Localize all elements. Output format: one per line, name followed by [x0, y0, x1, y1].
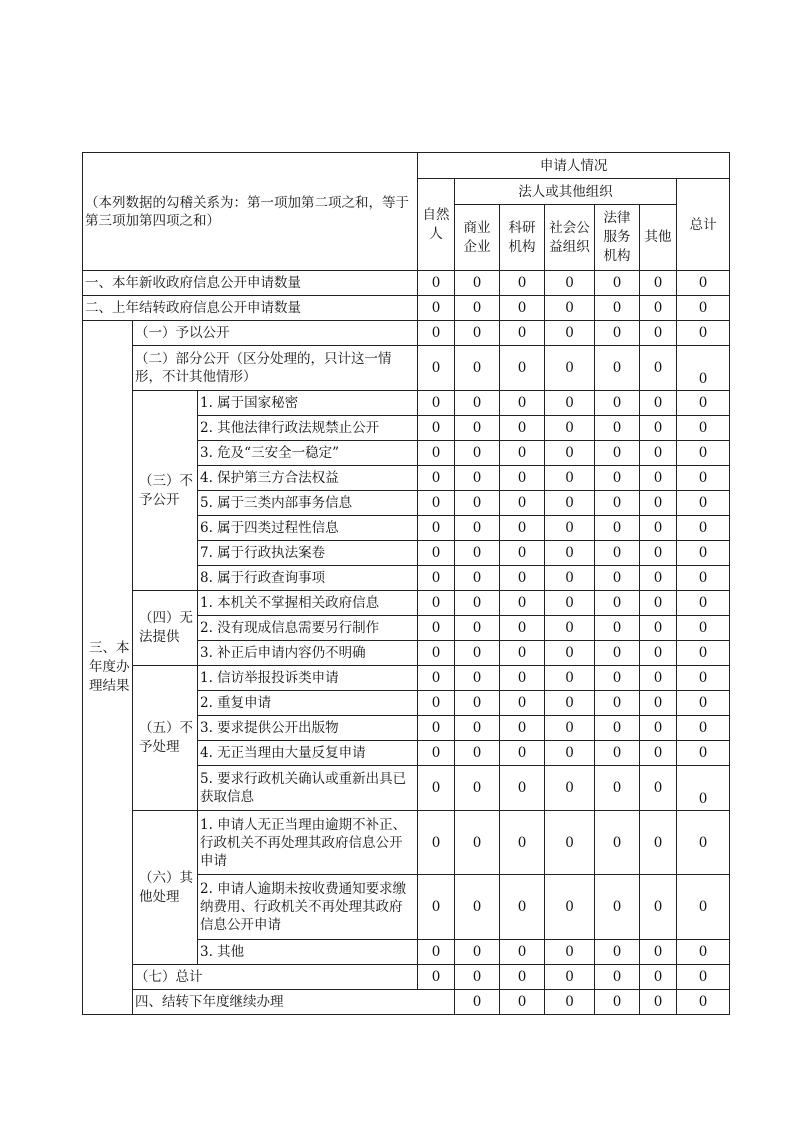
cell-value: 0	[545, 516, 595, 541]
cell-value: 0	[418, 466, 455, 491]
cell-value: 0	[677, 391, 730, 416]
cell-value: 0	[418, 491, 455, 516]
cell-value: 0	[500, 346, 545, 391]
cell-value: 0	[595, 566, 640, 591]
cell-value: 0	[455, 716, 500, 741]
cell-value: 0	[418, 616, 455, 641]
header-note: （本列数据的勾稽关系为：第一项加第二项之和，等于第三项加第四项之和）	[85, 194, 409, 229]
cell-value: 0	[677, 466, 730, 491]
cell-value: 0	[455, 741, 500, 766]
cell-value: 0	[500, 616, 545, 641]
cell-value: 0	[500, 271, 545, 296]
cell-value: 0	[677, 616, 730, 641]
cell-value: 0	[455, 940, 500, 965]
cell-value: 0	[595, 965, 640, 990]
cell-value: 0	[418, 391, 455, 416]
cell-value: 0	[595, 875, 640, 940]
cell-value: 0	[545, 441, 595, 466]
cell-value: 0	[455, 441, 500, 466]
cell-value: 0	[640, 875, 677, 940]
cell-value: 0	[640, 811, 677, 875]
cell-value: 0	[677, 416, 730, 441]
cell-value: 0	[500, 641, 545, 666]
cell-value: 0	[545, 566, 595, 591]
social-welfare-header: 社会公益组织	[545, 205, 595, 271]
cell-value: 0	[595, 391, 640, 416]
cell-value: 0	[677, 591, 730, 616]
table-row	[83, 811, 730, 875]
cell-value: 0	[500, 391, 545, 416]
cell-value: 0	[640, 416, 677, 441]
table-row	[83, 271, 730, 296]
cell-value: 0	[418, 691, 455, 716]
cell-value: 0	[500, 990, 545, 1015]
cell-value: 0	[500, 416, 545, 441]
row-label: 5. 属于三类内部事务信息	[198, 491, 418, 516]
row-label: 6. 属于四类过程性信息	[198, 516, 418, 541]
cell-value: 0	[455, 591, 500, 616]
cell-value: 0	[677, 321, 730, 346]
other-header: 其他	[640, 205, 677, 271]
cell-value: 0	[595, 811, 640, 875]
cell-value: 0	[595, 641, 640, 666]
cell-value: 0	[455, 346, 500, 391]
row-label: 4. 保护第三方合法权益	[198, 466, 418, 491]
cell-value: 0	[640, 566, 677, 591]
applicant-situation-header: 申请人情况	[418, 153, 730, 179]
cell-value: 0	[500, 491, 545, 516]
cell-value: 0	[500, 741, 545, 766]
cell-value: 0	[545, 541, 595, 566]
cell-value: 0	[545, 321, 595, 346]
cell-value: 0	[418, 811, 455, 875]
cell-value: 0	[677, 940, 730, 965]
cell-value: 0	[640, 940, 677, 965]
cell-value: 0	[455, 875, 500, 940]
cell-value: 0	[595, 516, 640, 541]
cell-value: 0	[640, 466, 677, 491]
cell-value: 0	[595, 321, 640, 346]
cell-value: 0	[545, 296, 595, 321]
cell-value: 0	[455, 666, 500, 691]
cell-value: 0	[455, 766, 500, 811]
cell-value: 0	[640, 741, 677, 766]
government-info-disclosure-table	[82, 152, 730, 1015]
cell-value: 0	[640, 296, 677, 321]
cell-value: 0	[545, 965, 595, 990]
cell-value: 0	[595, 271, 640, 296]
cell-value: 0	[455, 296, 500, 321]
cell-value: 0	[595, 416, 640, 441]
row-label: 2. 没有现成信息需要另行制作	[198, 616, 418, 641]
cell-value: 0	[640, 591, 677, 616]
cell-value: 0	[595, 666, 640, 691]
table-row	[83, 391, 730, 416]
cell-value: 0	[545, 741, 595, 766]
cell-value: 0	[677, 716, 730, 741]
cell-value: 0	[545, 641, 595, 666]
cell-value: 0	[677, 990, 730, 1015]
cell-value: 0	[595, 541, 640, 566]
row-label: 二、上年结转政府信息公开申请数量	[83, 296, 418, 321]
cell-value: 0	[455, 321, 500, 346]
cell-value: 0	[455, 466, 500, 491]
cell-value: 0	[677, 811, 730, 875]
cell-value: 0	[455, 965, 500, 990]
cell-value: 0	[500, 716, 545, 741]
legal-services-header: 法律服务机构	[595, 205, 640, 271]
cell-value: 0	[640, 641, 677, 666]
cell-value: 0	[418, 741, 455, 766]
table-row	[83, 296, 730, 321]
row-label: 3. 补正后申请内容仍不明确	[198, 641, 418, 666]
cell-value: 0	[455, 616, 500, 641]
row-label: 5. 要求行政机关确认或重新出具已获取信息	[198, 766, 418, 811]
cell-value: 0	[418, 271, 455, 296]
table-row	[83, 990, 730, 1015]
cell-value: 0	[500, 875, 545, 940]
cell-value: 0	[455, 566, 500, 591]
cell-value: 0	[640, 271, 677, 296]
cell-value: 0	[418, 666, 455, 691]
cell-value: 0	[677, 766, 730, 811]
row-label: （七）总计	[133, 965, 418, 990]
cell-value: 0	[418, 641, 455, 666]
cell-value: 0	[595, 691, 640, 716]
cell-value: 0	[418, 441, 455, 466]
cell-value: 0	[455, 641, 500, 666]
row-label: 8. 属于行政查询事项	[198, 566, 418, 591]
cell-value: 0	[455, 491, 500, 516]
cell-value: 0	[595, 591, 640, 616]
cell-value: 0	[640, 491, 677, 516]
cell-value: 0	[418, 766, 455, 811]
cell-value: 0	[545, 666, 595, 691]
cell-value: 0	[545, 346, 595, 391]
cell-value: 0	[595, 346, 640, 391]
cell-value: 0	[677, 271, 730, 296]
cell-value: 0	[500, 965, 545, 990]
cell-value: 0	[418, 541, 455, 566]
cell-value: 0	[677, 741, 730, 766]
cell-value: 0	[640, 321, 677, 346]
row-label: 1. 申请人无正当理由逾期不补正、行政机关不再处理其政府信息公开申请	[198, 811, 418, 875]
cell-value: 0	[545, 875, 595, 940]
commercial-header: 商业企业	[455, 205, 500, 271]
table-row	[83, 666, 730, 691]
cell-value: 0	[500, 541, 545, 566]
cell-value: 0	[677, 965, 730, 990]
cell-value: 0	[595, 741, 640, 766]
cell-value: 0	[595, 940, 640, 965]
cell-value: 0	[418, 321, 455, 346]
cell-value: 0	[595, 990, 640, 1015]
total-header: 总计	[677, 179, 730, 271]
cell-value: 0	[500, 441, 545, 466]
cell-value: 0	[418, 346, 455, 391]
cell-value: 0	[455, 416, 500, 441]
legal-persons-group-header: 法人或其他组织	[455, 179, 677, 205]
group-four-label: （四）无法提供	[133, 591, 198, 666]
table-row	[83, 591, 730, 616]
row-label: 一、本年新收政府信息公开申请数量	[83, 271, 418, 296]
group-five-label: （五）不予处理	[133, 666, 198, 811]
cell-value: 0	[545, 391, 595, 416]
cell-value: 0	[500, 321, 545, 346]
cell-value: 0	[595, 441, 640, 466]
cell-value: 0	[500, 591, 545, 616]
cell-value: 0	[640, 716, 677, 741]
cell-value: 0	[455, 271, 500, 296]
cell-value: 0	[455, 516, 500, 541]
cell-value: 0	[545, 766, 595, 811]
cell-value: 0	[545, 616, 595, 641]
cell-value: 0	[455, 391, 500, 416]
row-label: 2. 重复申请	[198, 691, 418, 716]
table-row	[83, 321, 730, 346]
cell-value: 0	[545, 271, 595, 296]
cell-value: 0	[418, 516, 455, 541]
row-label: 2. 申请人逾期未按收费通知要求缴纳费用、行政机关不再处理其政府信息公开申请	[198, 875, 418, 940]
cell-value: 0	[545, 416, 595, 441]
cell-value: 0	[500, 666, 545, 691]
cell-value: 0	[418, 296, 455, 321]
cell-value: 0	[418, 716, 455, 741]
row-label: （一）予以公开	[133, 321, 418, 346]
cell-value: 0	[640, 391, 677, 416]
cell-value: 0	[500, 466, 545, 491]
cell-value: 0	[500, 811, 545, 875]
cell-value: 0	[677, 541, 730, 566]
research-header: 科研机构	[500, 205, 545, 271]
group-six-label: （六）其他处理	[133, 811, 198, 965]
row-label: 3. 危及“三安全一稳定”	[198, 441, 418, 466]
cell-value: 0	[545, 491, 595, 516]
cell-value: 0	[455, 541, 500, 566]
section-three-label: 三、本年度办理结果	[83, 321, 133, 1015]
cell-value: 0	[640, 766, 677, 811]
row-label: （二）部分公开（区分处理的，只计这一情形，不计其他情形）	[133, 346, 418, 391]
cell-value: 0	[418, 965, 455, 990]
cell-value: 0	[677, 875, 730, 940]
cell-value: 0	[500, 296, 545, 321]
cell-value: 0	[500, 766, 545, 811]
row-label: 7. 属于行政执法案卷	[198, 541, 418, 566]
cell-value: 0	[418, 940, 455, 965]
cell-value: 0	[595, 766, 640, 811]
cell-value: 0	[677, 441, 730, 466]
cell-value: 0	[418, 566, 455, 591]
cell-value: 0	[640, 965, 677, 990]
row-label: 3. 要求提供公开出版物	[198, 716, 418, 741]
cell-value: 0	[545, 691, 595, 716]
cell-value: 0	[455, 990, 500, 1015]
table-row	[83, 346, 730, 391]
cell-value: 0	[677, 346, 730, 391]
cell-value: 0	[500, 691, 545, 716]
row-label: 4. 无正当理由大量反复申请	[198, 741, 418, 766]
cell-value: 0	[640, 616, 677, 641]
table-row	[83, 965, 730, 990]
header-note-cell	[83, 153, 418, 271]
cell-value: 0	[545, 466, 595, 491]
cell-value: 0	[640, 691, 677, 716]
cell-value: 0	[677, 666, 730, 691]
cell-value: 0	[455, 691, 500, 716]
cell-value: 0	[677, 691, 730, 716]
row-label: 3. 其他	[198, 940, 418, 965]
cell-value: 0	[640, 516, 677, 541]
cell-value: 0	[640, 990, 677, 1015]
cell-value: 0	[500, 940, 545, 965]
cell-value: 0	[595, 616, 640, 641]
row-label: 四、结转下年度继续办理	[133, 990, 455, 1015]
cell-value: 0	[545, 990, 595, 1015]
cell-value: 0	[500, 566, 545, 591]
cell-value: 0	[545, 940, 595, 965]
cell-value: 0	[418, 416, 455, 441]
cell-value: 0	[500, 516, 545, 541]
cell-value: 0	[677, 491, 730, 516]
row-label: 1. 信访举报投诉类申请	[198, 666, 418, 691]
natural-person-header: 自然人	[418, 179, 455, 271]
cell-value: 0	[418, 591, 455, 616]
cell-value: 0	[640, 541, 677, 566]
row-label: 1. 属于国家秘密	[198, 391, 418, 416]
cell-value: 0	[677, 641, 730, 666]
cell-value: 0	[640, 666, 677, 691]
cell-value: 0	[545, 716, 595, 741]
cell-value: 0	[677, 516, 730, 541]
cell-value: 0	[677, 566, 730, 591]
cell-value: 0	[677, 296, 730, 321]
cell-value: 0	[595, 296, 640, 321]
row-label: 1. 本机关不掌握相关政府信息	[198, 591, 418, 616]
cell-value: 0	[455, 811, 500, 875]
cell-value: 0	[640, 441, 677, 466]
cell-value: 0	[640, 346, 677, 391]
row-label: 2. 其他法律行政法规禁止公开	[198, 416, 418, 441]
cell-value: 0	[595, 716, 640, 741]
cell-value: 0	[545, 811, 595, 875]
cell-value: 0	[545, 591, 595, 616]
cell-value: 0	[595, 466, 640, 491]
cell-value: 0	[418, 875, 455, 940]
cell-value: 0	[595, 491, 640, 516]
group-three-label: （三）不予公开	[133, 391, 198, 591]
